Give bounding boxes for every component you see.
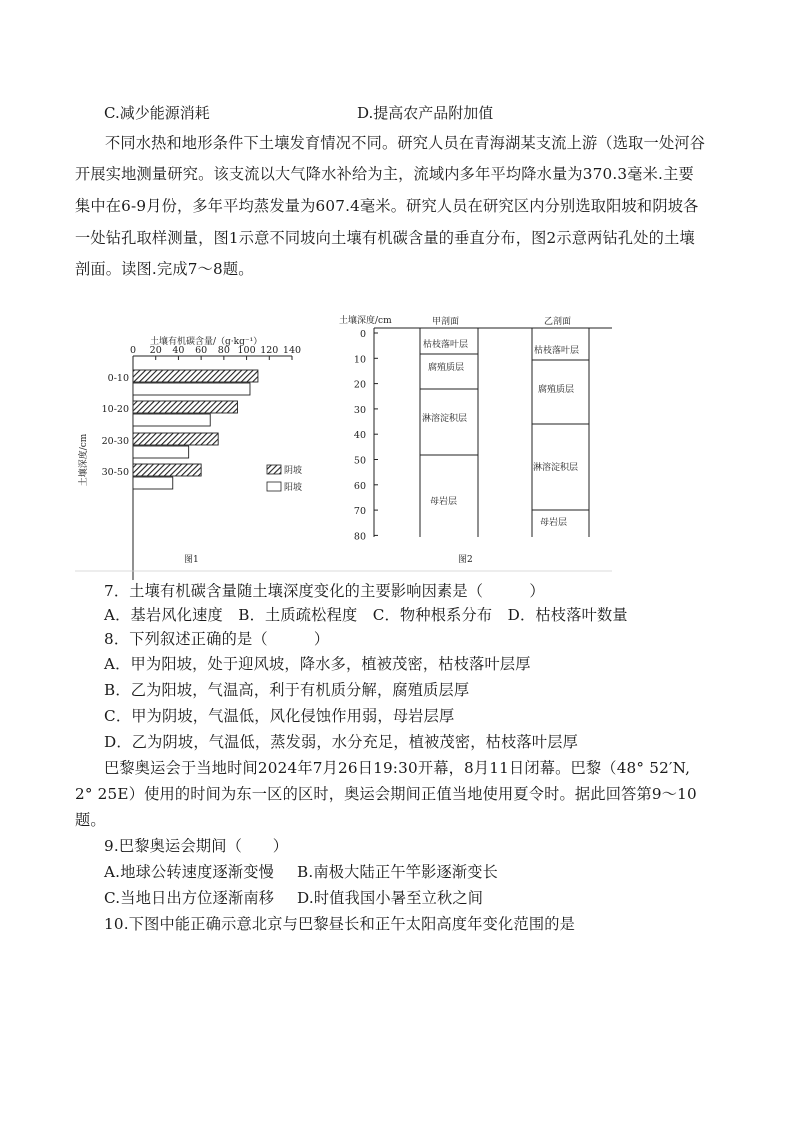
fig2-y-tick-label: 50 bbox=[353, 455, 366, 467]
profile-a-layer-3: 淋溶淀积层 bbox=[422, 414, 468, 424]
figures bbox=[0, 300, 794, 580]
q9-option-a: A.地球公转速度逐渐变慢 bbox=[104, 863, 275, 881]
q9-option-c: C.当地日出方位逐渐南移 bbox=[104, 889, 275, 907]
fig1-category-label: 10-20 bbox=[101, 404, 129, 415]
fig2-y-tick-label: 40 bbox=[353, 430, 366, 442]
fig1-category-label: 20-30 bbox=[101, 436, 129, 447]
legend-label-shady: 阴坡 bbox=[284, 466, 303, 476]
q7-options: A．基岩风化速度 B．土质疏松程度 C．物种根系分布 D．枯枝落叶数量 bbox=[104, 606, 628, 624]
olympics-line-3: 题。 bbox=[75, 811, 106, 829]
fig2-y-tick-label: 70 bbox=[353, 506, 366, 518]
fig1-x-tick-label: 80 bbox=[217, 345, 230, 356]
profile-b-title: 乙剖面 bbox=[544, 317, 572, 327]
fig1-x-ticks bbox=[130, 345, 301, 360]
q10-stem: 10.下图中能正确示意北京与巴黎昼长和正午太阳高度年变化范围的是 bbox=[104, 915, 575, 933]
option-d-prev: D.提高农产品附加值 bbox=[357, 104, 494, 122]
figure-1 bbox=[77, 335, 302, 580]
fig2-y-tick-label: 0 bbox=[359, 329, 366, 340]
fig1-x-tick-label: 40 bbox=[172, 345, 185, 356]
q9-option-b: B.南极大陆正午竿影逐渐变长 bbox=[297, 863, 499, 881]
fig2-y-tick-label: 10 bbox=[353, 354, 366, 366]
fig1-caption: 图1 bbox=[184, 555, 199, 565]
bar-shady-slope bbox=[133, 433, 218, 445]
fig2-caption: 图2 bbox=[458, 555, 473, 565]
figure-2 bbox=[339, 314, 612, 565]
olympics-line-2: 2° 25E）使用的时间为东一区的区时，奥运会期间正值当地使用夏令时。据此回答第9～10 bbox=[75, 785, 697, 803]
bar-sunny-slope bbox=[133, 383, 250, 395]
q8-option-a: A．甲为阳坡，处于迎风坡，降水多，植被茂密，枯枝落叶层厚 bbox=[104, 655, 531, 673]
fig1-category-label: 0-10 bbox=[107, 373, 129, 384]
fig2-y-tick-label: 30 bbox=[353, 404, 366, 416]
fig2-y-tick-label: 80 bbox=[353, 531, 366, 543]
profile-a-layer-2: 腐殖质层 bbox=[428, 363, 465, 373]
profile-b-layer-1: 枯枝落叶层 bbox=[534, 346, 580, 356]
fig2-y-tick-label: 20 bbox=[353, 379, 366, 391]
profile-a-layer-1: 枯枝落叶层 bbox=[423, 340, 469, 350]
option-c-prev: C.减少能源消耗 bbox=[104, 104, 210, 122]
legend-swatch-sunny bbox=[267, 482, 281, 491]
fig1-category-labels bbox=[102, 373, 129, 478]
fig2-y-title: 土壤深度/cm bbox=[339, 316, 392, 326]
fig1-x-tick-label: 120 bbox=[260, 345, 279, 356]
profile-b-layer-3: 淋溶淀积层 bbox=[533, 463, 579, 473]
fig1-category-label: 30-50 bbox=[101, 467, 129, 478]
legend-swatch-shady bbox=[267, 465, 281, 474]
legend-label-sunny: 阳坡 bbox=[284, 483, 303, 493]
fig1-y-title: 土壤深度/cm bbox=[79, 433, 89, 487]
bar-sunny-slope bbox=[133, 446, 189, 458]
q8-option-b: B．乙为阳坡，气温高，利于有机质分解，腐殖质层厚 bbox=[104, 681, 470, 699]
q8-stem: 8．下列叙述正确的是（ ） bbox=[104, 630, 330, 648]
q9-stem: 9.巴黎奥运会期间（ ） bbox=[104, 837, 289, 855]
fig1-x-tick-label: 20 bbox=[149, 345, 162, 356]
q8-option-d: D．乙为阴坡，气温低，蒸发弱，水分充足，植被茂密，枯枝落叶层厚 bbox=[104, 733, 579, 751]
bar-shady-slope bbox=[133, 401, 237, 413]
fig1-x-tick-label: 0 bbox=[129, 345, 137, 356]
fig1-bars bbox=[133, 370, 258, 489]
profile-b-layer-2: 腐殖质层 bbox=[538, 385, 575, 395]
q7-stem: 7．土壤有机碳含量随土壤深度变化的主要影响因素是（ ） bbox=[104, 582, 545, 600]
intro-line-4: 一处钻孔取样测量，图1示意不同坡向土壤有机碳含量的垂直分布，图2示意两钻孔处的土壤 bbox=[75, 229, 695, 247]
profile-a-layer-4: 母岩层 bbox=[430, 497, 458, 507]
fig1-x-tick-label: 60 bbox=[195, 345, 208, 356]
fig1-x-title: 土壤有机碳含量/（g·kg⁻¹） bbox=[150, 337, 263, 347]
profile-a-title: 甲剖面 bbox=[432, 317, 460, 327]
fig1-x-tick-label: 140 bbox=[282, 345, 302, 356]
fig2-y-tick-label: 60 bbox=[353, 480, 366, 492]
fig1-x-tick-label: 100 bbox=[237, 345, 256, 356]
bar-shady-slope bbox=[133, 370, 258, 382]
intro-line-2: 开展实地测量研究。该支流以大气降水补给为主，流域内多年平均降水量为370.3毫米.主要 bbox=[75, 165, 694, 183]
bar-sunny-slope bbox=[133, 414, 210, 426]
intro-line-5: 剖面。读图.完成7～8题。 bbox=[75, 260, 254, 278]
bar-shady-slope bbox=[133, 464, 201, 476]
profile-b-layer-4: 母岩层 bbox=[540, 518, 568, 528]
intro-line-3: 集中在6-9月份，多年平均蒸发量为607.4毫米。研究人员在研究区内分别选取阳坡和阴坡各 bbox=[75, 197, 699, 215]
q8-option-c: C．甲为阴坡，气温低，风化侵蚀作用弱，母岩层厚 bbox=[104, 707, 455, 725]
bar-sunny-slope bbox=[133, 477, 173, 489]
intro-line-1: 不同水热和地形条件下土壤发育情况不同。研究人员在青海湖某支流上游（选取一处河谷 bbox=[105, 134, 706, 152]
olympics-line-1: 巴黎奥运会于当地时间2024年7月26日19:30开幕，8月11日闭幕。巴黎（48° 52′N, bbox=[104, 759, 691, 777]
q9-option-d: D.时值我国小暑至立秋之间 bbox=[297, 889, 484, 907]
